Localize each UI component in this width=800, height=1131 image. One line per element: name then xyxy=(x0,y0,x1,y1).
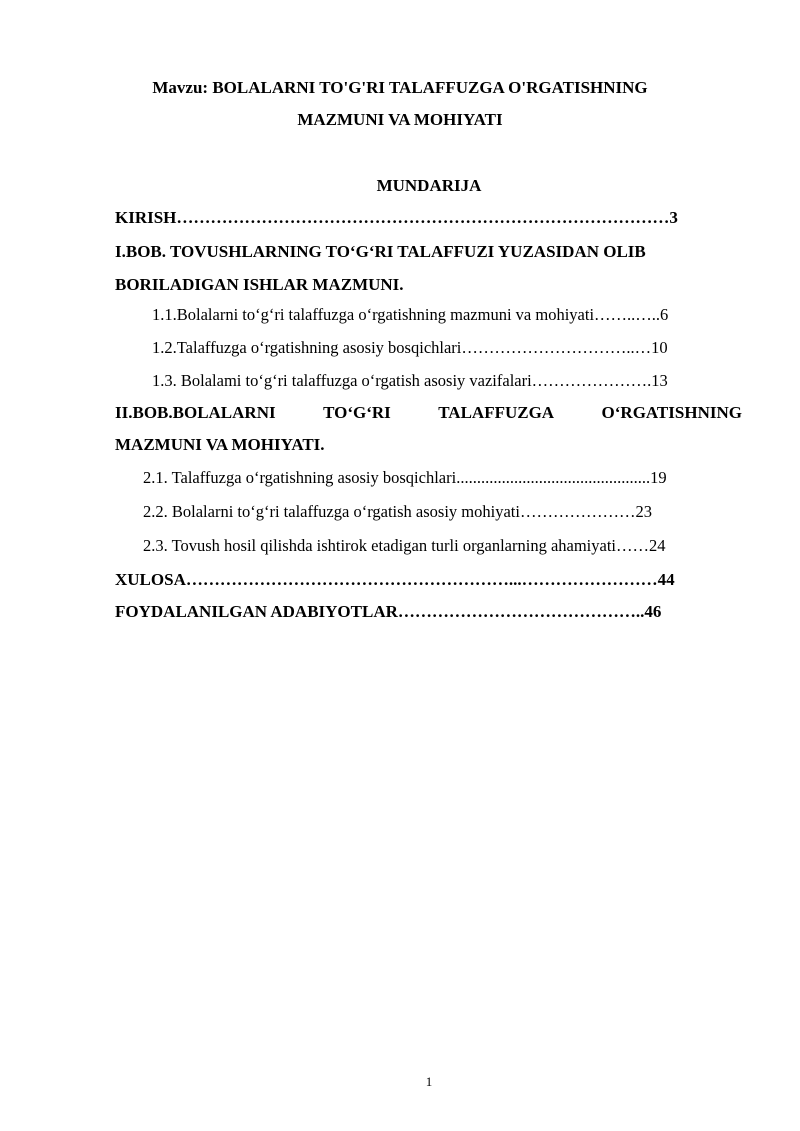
toc-entry-chapter2-line1 xyxy=(115,403,742,423)
page-number: 1 xyxy=(425,1074,433,1089)
toc-entry-section-2-2: 2.2. Bolalarni to‘g‘ri talaffuzga o‘rgatish asosiy mohiyati…………………23 xyxy=(143,502,652,521)
toc-entry-section-1-1: 1.1.Bolalarni to‘g‘ri talaffuzga o‘rgatishning mazmuni va mohiyati……..…..6 xyxy=(152,305,669,324)
toc-entry-chapter1-line2: BORILADIGAN ISHLAR MAZMUNI. xyxy=(115,275,404,294)
toc-chapter2-word: O‘RGATISHNING xyxy=(601,403,742,422)
toc-heading: MUNDARIJA xyxy=(376,176,482,195)
toc-chapter2-word: II.BOB.BOLALARNI xyxy=(115,403,276,422)
toc-entry-xulosa: XULOSA…………………………………………………...……………………44 xyxy=(115,570,675,589)
toc-entry-chapter1-line1: I.BOB. TOVUSHLARNING TO‘G‘RI TALAFFUZI YUZASIDAN OLIB xyxy=(115,242,646,261)
toc-chapter2-word: TALAFFUZGA xyxy=(438,403,555,422)
toc-entry-chapter2-line2: MAZMUNI VA MOHIYATI. xyxy=(115,435,325,454)
toc-chapter2-word: TO‘G‘RI xyxy=(323,403,391,422)
toc-entry-section-1-2: 1.2.Talaffuzga o‘rgatishning asosiy bosqichlari…………………………..…10 xyxy=(152,338,668,357)
toc-entry-section-1-3: 1.3. Bolalami to‘g‘ri talaffuzga o‘rgatish asosiy vazifalari………………….13 xyxy=(152,371,668,390)
document-title-line-2: MAZMUNI VA MOHIYATI xyxy=(297,110,503,129)
toc-entry-section-2-1: 2.1. Talaffuzga o‘rgatishning asosiy bosqichlari...............................................19 xyxy=(143,468,667,487)
document-title-line-1: Mavzu: BOLALARNI TO'G'RI TALAFFUZGA O'RGATISHNING xyxy=(152,78,648,97)
toc-entry-kirish: KIRISH……………………………………………………………………………3 xyxy=(115,208,678,227)
toc-entry-section-2-3: 2.3. Tovush hosil qilishda ishtirok etadigan turli organlarning ahamiyati……24 xyxy=(143,536,666,555)
toc-entry-adabiyotlar: FOYDALANILGAN ADABIYOTLAR……………………………………..46 xyxy=(115,602,662,621)
